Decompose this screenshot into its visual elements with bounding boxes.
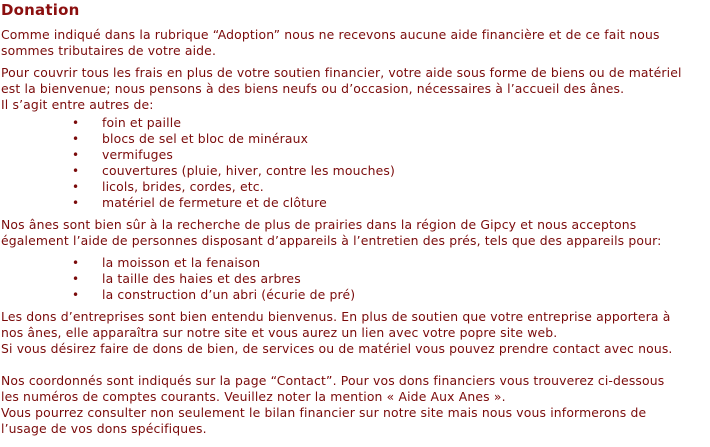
contact-line-4: l’usage de vos dons spécifiques. [1,421,207,436]
list-item: • la moisson et la fenaison [1,255,710,271]
list-item: • couvertures (pluie, hiver, contre les mouches) [1,163,710,179]
goods-list [1,115,710,211]
intro-paragraph [1,27,710,59]
list-item: • la construction d’un abri (écurie de pré) [1,287,710,303]
list-item: • matériel de fermeture et de clôture [1,195,710,211]
list-item: • vermifuges [1,147,710,163]
business-line-2: nos ânes, elle apparaîtra sur notre site et vous aurez un lien avec votre popre site web. [1,325,558,340]
meadows-paragraph [1,217,710,249]
contact-line-2: les numéros de comptes courants. Veuillez noter la mention « Aide Aux Anes ». [1,389,506,404]
list-item: • la taille des haies et des arbres [1,271,710,287]
business-line-1: Les dons d’entreprises sont bien entendu bienvenus. En plus de soutien que votre entreprise apportera à [1,309,671,324]
meadows-line-2: également l’aide de personnes disposant d’appareils à l’entretien des prés, tels que des appareils pour: [1,233,662,248]
goods-paragraph [1,65,710,113]
list-item: • foin et paille [1,115,710,131]
goods-line-2: est la bienvenue; nous pensons à des biens neufs ou d’occasion, nécessaires à l’accueil des ânes. [1,81,625,96]
equipment-list [1,255,710,303]
page-title: Donation [1,1,80,19]
intro-line-1: Comme indiqué dans la rubrique “Adoption” nous ne recevons aucune aide financière et de ce fait nous [1,27,660,42]
meadows-line-1: Nos ânes sont bien sûr à la recherche de plus de prairies dans la région de Gipcy et nous acceptons [1,217,637,232]
goods-line-3: Il s’agit entre autres de: [1,97,154,112]
list-item: • blocs de sel et bloc de minéraux [1,131,710,147]
intro-line-2: sommes tributaires de votre aide. [1,43,217,58]
business-paragraph [1,309,710,357]
contact-paragraph [1,373,710,437]
contact-line-3: Vous pourrez consulter non seulement le bilan financier sur notre site mais nous vous informerons de [1,405,647,420]
business-line-3: Si vous désirez faire de dons de bien, de services ou de matériel vous pouvez prendre contact avec nous. [1,341,673,356]
contact-line-1: Nos coordonnés sont indiqués sur la page “Contact”. Pour vos dons financiers vous trouverez ci-dessous [1,373,665,388]
goods-line-1: Pour couvrir tous les frais en plus de votre soutien financier, votre aide sous forme de biens ou de matériel [1,65,682,80]
list-item: • licols, brides, cordes, etc. [1,179,710,195]
